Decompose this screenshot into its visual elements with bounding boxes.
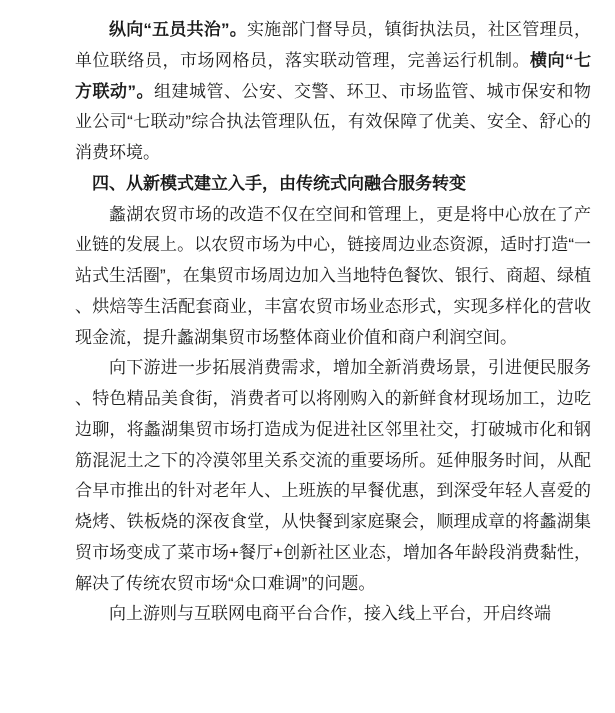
- paragraph: [75, 599, 591, 630]
- paragraph: [75, 15, 591, 169]
- bold-text-run: 四、从新模式建立入手，由传统式向融合服务转变: [92, 173, 466, 193]
- paragraph: [75, 353, 591, 599]
- text-run: 向上游则与互联网电商平台合作，接入线上平台，开启终端: [109, 604, 551, 624]
- paragraph: [75, 200, 591, 354]
- document-body: [75, 15, 591, 630]
- section-heading: [75, 169, 591, 200]
- bold-text-run: 纵向“五员共治”。: [109, 20, 247, 39]
- bold-text-run: 横向“七方联动”。: [75, 50, 591, 101]
- text-run: 向下游进一步拓展消费需求，增加全新消费场景，引进便民服务、特色精品美食街，消费者可以将刚购入的新鲜食材现场加工，边吃边聊，将蠡湖集贸市场打造成为促进社区邻里社交，打破城市化和钢筋混泥土之下的冷漠邻里关系交流的重要场所。延伸服务时间，从配合早市推出的针对老年人、上班族的早餐优惠，到深受年轻人喜爱的烧烤、铁板烧的深夜食堂，从快餐到家庭聚会，顺理成章的将蠡湖集贸市场变成了菜市场+餐厅+创新社区业态，增加各年龄段消费黏性，解决了传统农贸市场“众口难调”的问题。: [75, 358, 591, 593]
- text-run: 实施部门督导员，镇街执法员，社区管理员，单位联络员，市场网格员，落实联动管理，完善运行机制。: [75, 20, 592, 70]
- text-run: 组建城管、公安、交警、环卫、市场监管、城市保安和物业公司“七联动”综合执法管理队伍，有效保障了优美、安全、舒心的消费环境。: [75, 81, 591, 162]
- text-run: 蠡湖农贸市场的改造不仅在空间和管理上，更是将中心放在了产业链的发展上。以农贸市场为中心，链接周边业态资源，适时打造“一站式生活圈”，在集贸市场周边加入当地特色餐饮、银行、商超、绿植、烘焙等生活配套商业，丰富农贸市场业态形式，实现多样化的营收现金流，提升蠡湖集贸市场整体商业价值和商户利润空间。: [75, 204, 591, 347]
